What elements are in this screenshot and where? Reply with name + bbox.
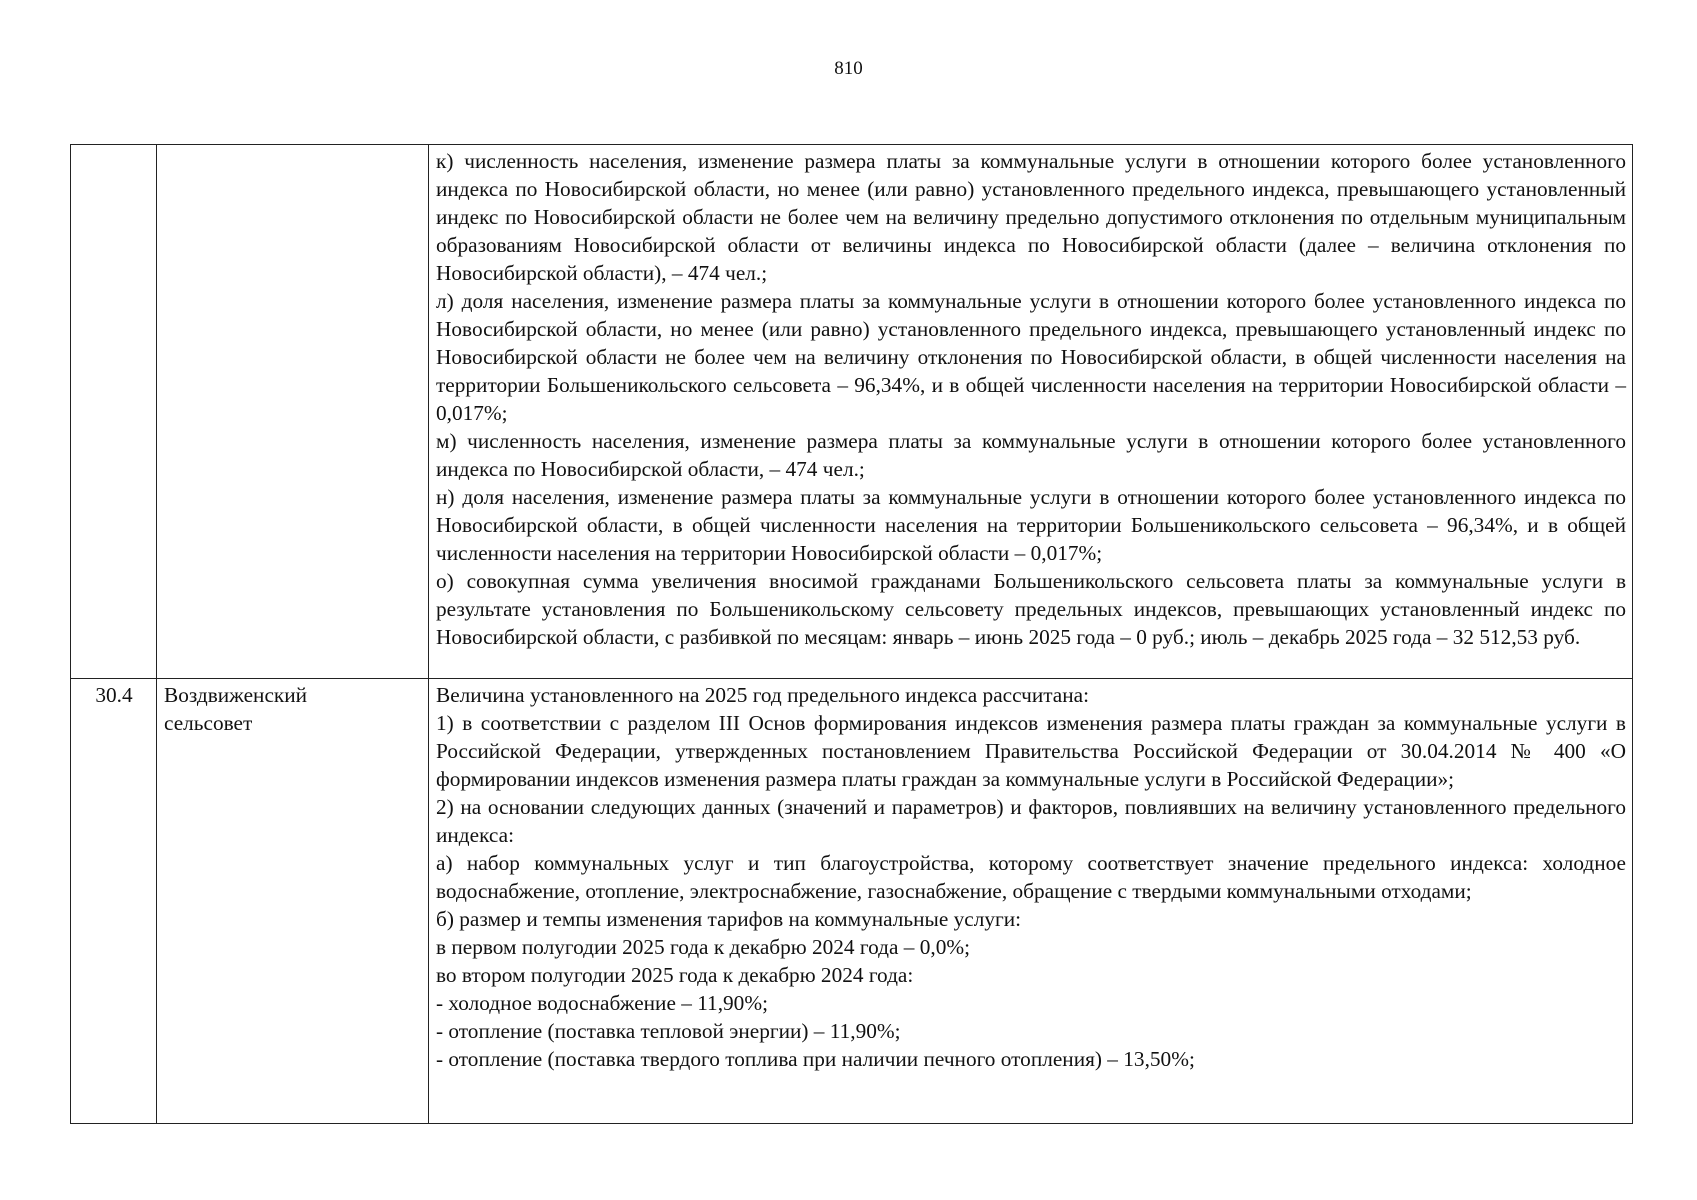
paragraph: 2) на основании следующих данных (значений и параметров) и факторов, повлиявших на величину установленного предельного индекса:: [436, 795, 1626, 847]
paragraph: б) размер и темпы изменения тарифов на коммунальные услуги:: [436, 907, 1022, 931]
paragraph: к) численность населения, изменение размера платы за коммунальные услуги в отношении которого более установленного индекса по Новосибирской области, но менее (или равно) установленного предельного индекса, превышающего установленный индекс по Новосибирской области не более чем на величину предельно допустимого отклонения по отдельным муниципальным образованиям Новосибирской области от величины индекса по Новосибирской области (далее – величина отклонения по Новосибирской области), – 474 чел.;: [436, 149, 1626, 285]
paragraph: 1) в соответствии с разделом III Основ формирования индексов изменения размера платы граждан за коммунальные услуги в Российской Федерации, утвержденных постановлением Правительства Российской Федерации от 30.04.2014 № 400 «О формировании индексов изменения размера платы граждан за коммунальные услуги в Российской Федерации»;: [436, 711, 1626, 791]
paragraph: - холодное водоснабжение – 11,90%;: [436, 991, 768, 1015]
municipality-name-cell: [157, 145, 429, 679]
paragraph: Величина установленного на 2025 год предельного индекса рассчитана:: [436, 683, 1090, 707]
paragraph: л) доля населения, изменение размера платы за коммунальные услуги в отношении которого более установленного индекса по Новосибирской области, но менее (или равно) установленного предельного индекса, превышающего установленный индекс по Новосибирской области не более чем на величину отклонения по Новосибирской области, в общей численности населения на территории Большеникольского сельсовета – 96,34%, и в общей численности населения на территории Новосибирской области – 0,017%;: [436, 289, 1626, 425]
paragraph: о) совокупная сумма увеличения вносимой гражданами Большеникольского сельсовета платы за коммунальные услуги в результате установления по Большеникольскому сельсовету предельных индексов, превышающих установленный индекс по Новосибирской области, с разбивкой по месяцам: январь – июнь 2025 года – 0 руб.; июль – декабрь 2025 года – 32 512,53 руб.: [436, 569, 1626, 649]
municipality-name-line: сельсовет: [164, 711, 253, 735]
paragraph: в первом полугодии 2025 года к декабрю 2024 года – 0,0%;: [436, 935, 971, 959]
description-cell: [429, 679, 1633, 1124]
municipality-name-line: Воздвиженский: [164, 683, 308, 707]
paragraph: м) численность населения, изменение размера платы за коммунальные услуги в отношении которого более установленного индекса по Новосибирской области, – 474 чел.;: [436, 429, 1626, 481]
paragraph: а) набор коммунальных услуг и тип благоустройства, которому соответствует значение предельного индекса: холодное водоснабжение, отопление, электроснабжение, газоснабжение, обращение с твердыми коммунальными отходами;: [436, 851, 1626, 903]
paragraph: н) доля населения, изменение размера платы за коммунальные услуги в отношении которого более установленного индекса по Новосибирской области, в общей численности населения на территории Большеникольского сельсовета – 96,34%, и в общей численности населения на территории Новосибирской области – 0,017%;: [436, 485, 1626, 565]
paragraph: - отопление (поставка тепловой энергии) – 11,90%;: [436, 1019, 901, 1043]
row-number-cell: 30.4: [71, 679, 157, 1124]
table-row: [71, 679, 1633, 1124]
description-cell: [429, 145, 1633, 679]
paragraph: - отопление (поставка твердого топлива при наличии печного отопления) – 13,50%;: [436, 1047, 1195, 1071]
paragraph: во втором полугодии 2025 года к декабрю 2024 года:: [436, 963, 914, 987]
row-number-cell: [71, 145, 157, 679]
municipality-name-cell: [157, 679, 429, 1124]
table-row: [71, 145, 1633, 679]
content-table: [70, 144, 1633, 1124]
page-number: 810: [834, 58, 863, 79]
